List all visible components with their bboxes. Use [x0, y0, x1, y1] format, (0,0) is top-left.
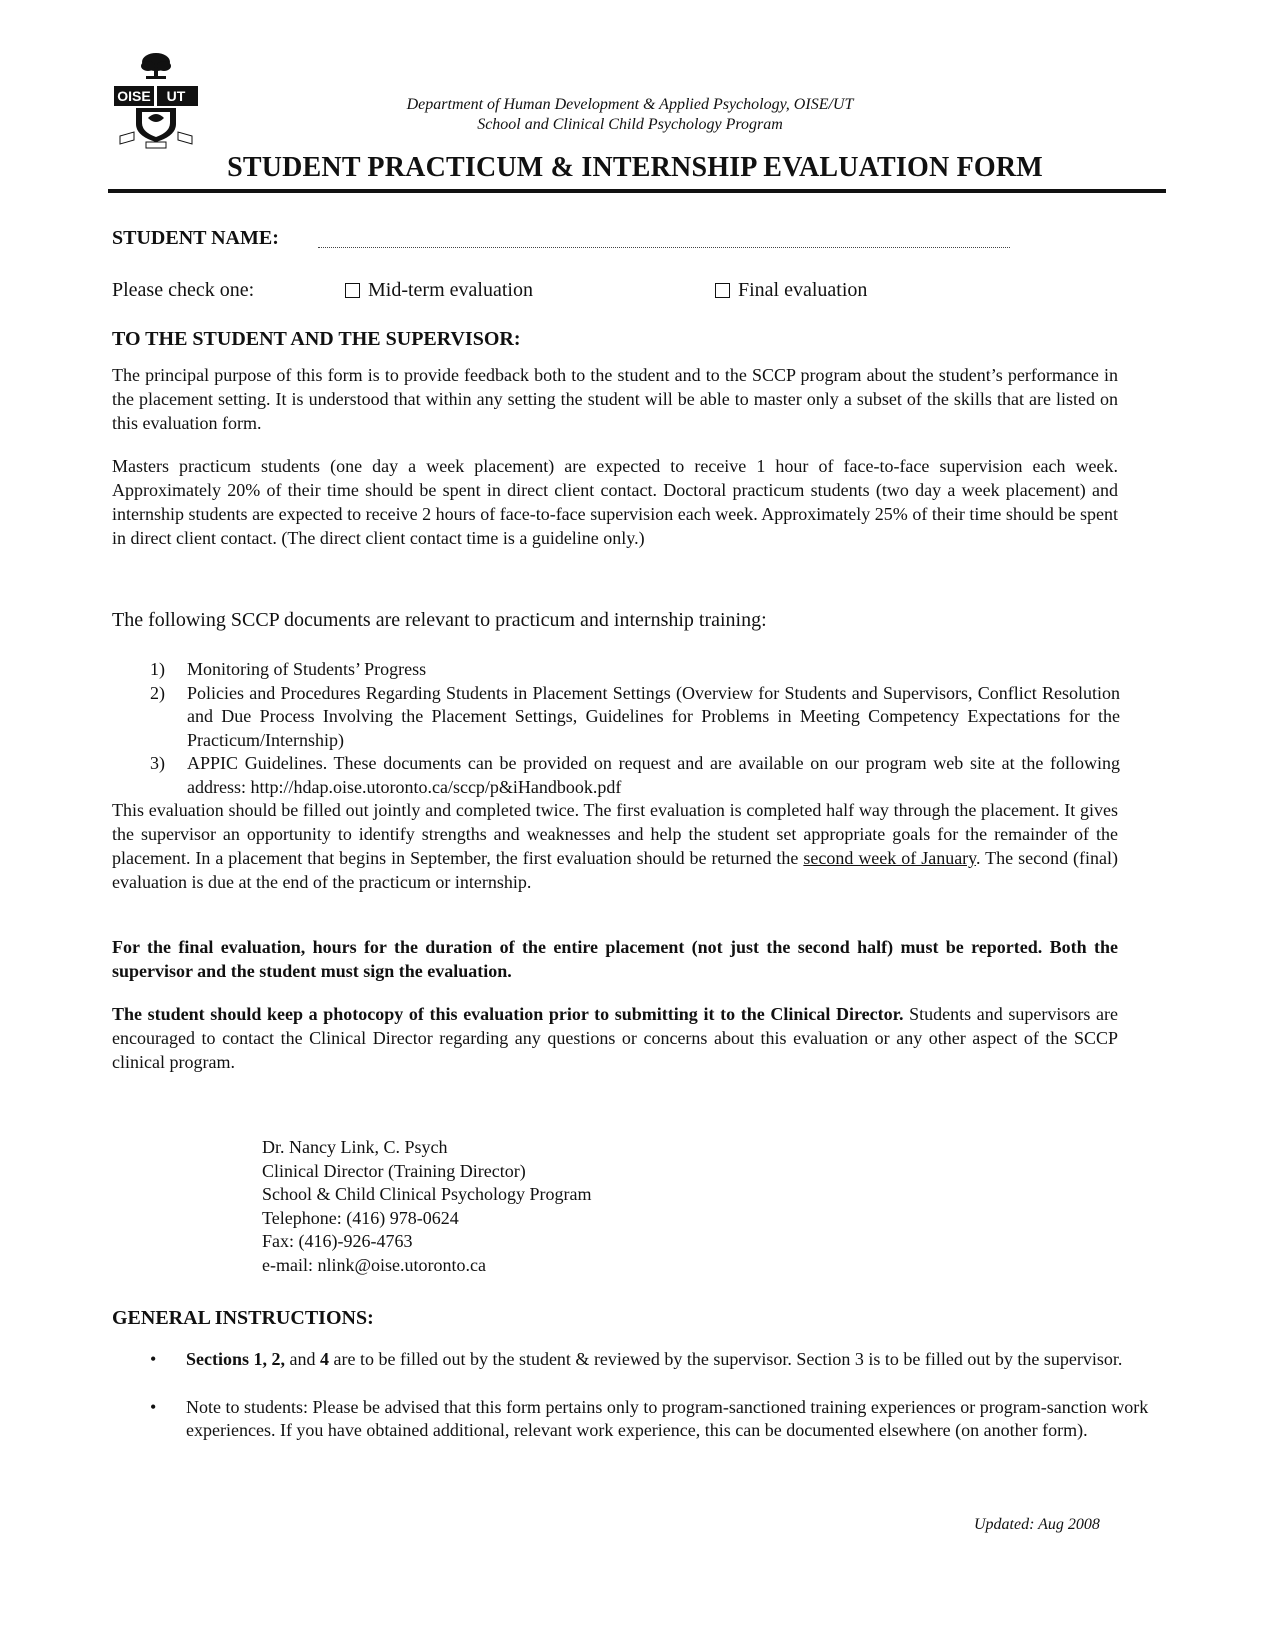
- contact-email: e-mail: nlink@oise.utoronto.ca: [262, 1254, 487, 1275]
- documents-heading: The following SCCP documents are relevant to practicum and internship training:: [112, 609, 767, 631]
- student-name-field[interactable]: [318, 247, 1010, 248]
- sections-rest: are to be filled out by the student & reviewed by the supervisor. Section 3 is to be filled out by the supervisor.: [329, 1349, 1123, 1369]
- list-item: [140, 658, 1120, 682]
- photocopy-paragraph: [112, 1002, 1118, 1074]
- midterm-option[interactable]: [345, 279, 533, 302]
- section-heading: TO THE STUDENT AND THE SUPERVISOR:: [112, 328, 521, 350]
- instructions-list: [150, 1348, 1150, 1467]
- completion-text-end: . The second (final) evaluation is due at the end of the practicum or internship.: [112, 848, 1118, 892]
- deadline-underlined: second week of January: [803, 848, 977, 868]
- svg-text:OISE: OISE: [117, 88, 151, 104]
- list-number: 3): [150, 753, 165, 773]
- photocopy-text: [112, 1002, 1118, 1074]
- contact-fax: Fax: (416)-926-4763: [262, 1231, 413, 1251]
- note-to-students: Note to students: Please be advised that this form pertains only to program-sanctioned training experiences or program-sanction work experiences. If you have obtained additional, relevant work experience, this can be documented elsewhere (on another form).: [186, 1396, 1149, 1440]
- final-hours-text: For the final evaluation, hours for the duration of the entire placement (not just the second half) must be reported. Both the supervisor and the student must sign the evaluation.: [112, 937, 1118, 981]
- supervision-text: Masters practicum students (one day a week placement) are expected to receive 1 hour of face-to-face supervision each week. Approximately 20% of their time should be spent in direct client contact. Doctoral practicum students (two day a week placement) and internship students are expected to receive 2 hours of face-to-face supervision each week. Approximately 25% of their time should be spent in direct client contact. (The direct client contact time is a guideline only.): [112, 456, 1118, 548]
- completion-text-start: This evaluation should be filled out jointly and completed twice. The first evaluation is completed half way through the placement. It gives the supervisor an opportunity to identify strengths and weaknesses and help the student set appropriate goals for the remainder of the placement. In a placement that begins in September, the first evaluation should be returned the: [112, 800, 1118, 868]
- photocopy-rest: Students and supervisors are encouraged to contact the Clinical Director regarding any questions or concerns about this evaluation or any other aspect of the SCCP clinical program.: [112, 1004, 1118, 1072]
- contact-block: [262, 1136, 592, 1277]
- purpose-text: The principal purpose of this form is to provide feedback both to the student and to the SCCP program about the student’s performance in the placement setting. It is understood that within any setting the student will be able to master only a subset of the skills that are listed on this evaluation form.: [112, 365, 1118, 433]
- title-divider: [108, 189, 1166, 193]
- photocopy-bold: The student should keep a photocopy of this evaluation prior to submitting it to the Clinical Director.: [112, 1004, 904, 1024]
- department-line: Department of Human Development & Applied Psychology, OISE/UT: [406, 96, 854, 113]
- midterm-checkbox[interactable]: [345, 283, 360, 298]
- contact-telephone: Telephone: (416) 978-0624: [262, 1207, 459, 1228]
- final-label: Final evaluation: [738, 279, 868, 301]
- oise-ut-logo: [112, 52, 200, 150]
- list-item-text: Policies and Procedures Regarding Students in Placement Settings (Overview for Students and Supervisors, Conflict Resolution and Due Process Involving the Placement Settings, Guidelines for Problems in Meeting Competency Expectations for the Practicum/Internship): [187, 682, 1120, 750]
- general-instructions-heading: GENERAL INSTRUCTIONS:: [112, 1307, 374, 1329]
- section-four-bold: 4: [320, 1349, 329, 1369]
- sections-bold: Sections 1, 2,: [186, 1349, 285, 1369]
- contact-name: Dr. Nancy Link, C. Psych: [262, 1137, 448, 1157]
- supervision-paragraph: [112, 454, 1118, 550]
- list-item: [150, 1348, 1150, 1372]
- bullet-icon: •: [150, 1396, 157, 1417]
- student-name-label: STUDENT NAME:: [112, 227, 279, 249]
- tree-crest-icon: [112, 52, 200, 150]
- form-title: STUDENT PRACTICUM & INTERNSHIP EVALUATION FORM: [227, 152, 1043, 183]
- midterm-label: Mid-term evaluation: [368, 279, 533, 301]
- list-number: 1): [150, 659, 165, 679]
- list-number: 2): [150, 682, 165, 703]
- final-hours-paragraph: [112, 935, 1118, 983]
- list-item: [140, 682, 1120, 753]
- documents-list: [140, 658, 1120, 799]
- check-one-label: Please check one:: [112, 279, 255, 301]
- final-checkbox[interactable]: [715, 283, 730, 298]
- completion-paragraph: [112, 798, 1118, 894]
- bullet-icon: •: [150, 1349, 157, 1369]
- contact-program: School & Child Clinical Psychology Program: [262, 1184, 592, 1204]
- purpose-paragraph: [112, 363, 1118, 435]
- list-item: [150, 1396, 1150, 1443]
- page-header: [300, 95, 960, 135]
- contact-role: Clinical Director (Training Director): [262, 1160, 526, 1181]
- program-line: School and Clinical Child Psychology Program: [477, 116, 783, 133]
- updated-date: Updated: Aug 2008: [974, 1516, 1100, 1533]
- list-item-text: APPIC Guidelines. These documents can be provided on request and are available on our program web site at the following address: http://hdap.oise.utoronto.ca/sccp/p&iHandbook.pdf: [187, 753, 1120, 797]
- completion-text: [112, 798, 1118, 894]
- svg-text:UT: UT: [166, 88, 186, 104]
- list-item-text: Monitoring of Students’ Progress: [187, 659, 427, 679]
- sections-and: and: [285, 1349, 320, 1369]
- list-item: [140, 752, 1120, 799]
- final-option[interactable]: [715, 279, 867, 302]
